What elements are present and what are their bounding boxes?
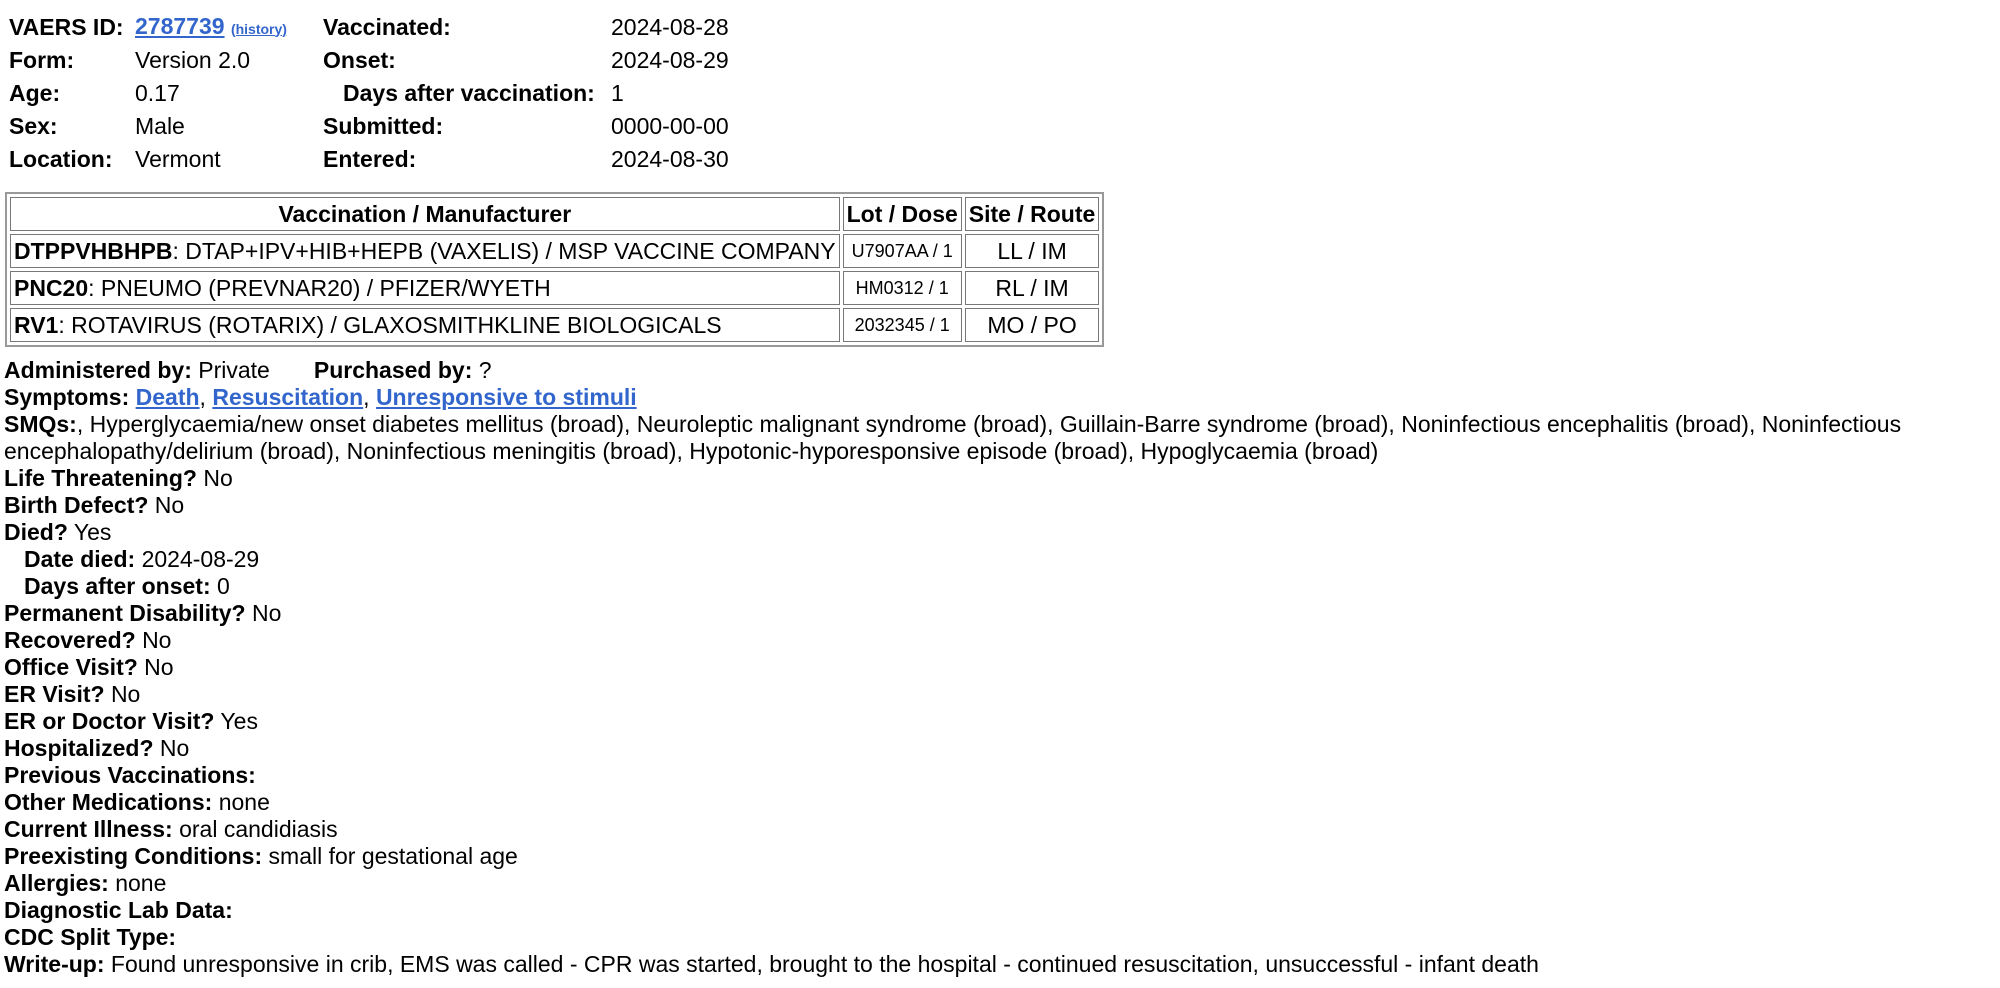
vaccinated-label: Vaccinated: <box>323 14 451 40</box>
lot-dose-cell: U7907AA / 1 <box>843 234 962 268</box>
symptom-link-resuscitation[interactable]: Resuscitation <box>212 384 364 410</box>
smqs-line <box>4 411 1994 465</box>
allergies-value: none <box>115 870 167 896</box>
lot-dose-cell: 2032345 / 1 <box>843 308 962 342</box>
er-doctor-visit-value: Yes <box>220 708 258 734</box>
died-value: Yes <box>73 519 112 545</box>
vaccine-description: : PNEUMO (PREVNAR20) / PFIZER/WYETH <box>88 274 551 301</box>
vaccine-code: RV1 <box>14 311 59 338</box>
current-illness-value: oral candidiasis <box>179 816 338 842</box>
vaers-id-link[interactable]: 2787739 <box>135 12 225 39</box>
site-route-cell: MO / PO <box>965 308 1100 342</box>
smqs-value: , Hyperglycaemia/new onset diabetes mellitus (broad), Neuroleptic malignant syndrome (broad), Guillain-Barre syndrome (broad), Noninfectious encephalitis (broad), Noninfectious encephalopathy/delirium (broad), Noninfectious meningitis (broad), Hypotonic-hyporesponsive episode (broad), Hypoglycaemia (broad) <box>4 411 1902 464</box>
date-died-line <box>4 546 1994 573</box>
age-label: Age: <box>9 80 61 106</box>
current-illness-line <box>4 816 1994 843</box>
current-illness-label: Current Illness: <box>4 816 173 842</box>
report-details <box>4 357 1994 978</box>
life-threatening-value: No <box>203 465 233 491</box>
life-threatening-label: Life Threatening? <box>4 465 197 491</box>
days-after-vaccination-label: Days after vaccination: <box>343 80 595 106</box>
office-visit-line <box>4 654 1994 681</box>
allergies-line <box>4 870 1994 897</box>
other-medications-line <box>4 789 1994 816</box>
age-value: 0.17 <box>135 80 180 106</box>
er-doctor-visit-line <box>4 708 1994 735</box>
vaccinated-value: 2024-08-28 <box>611 14 729 40</box>
symptom-link-unresponsive[interactable]: Unresponsive to stimuli <box>375 384 637 410</box>
symptom-link-death[interactable]: Death <box>135 384 200 410</box>
onset-value: 2024-08-29 <box>611 47 729 73</box>
date-died-value: 2024-08-29 <box>141 546 260 572</box>
vaccine-description: : ROTAVIRUS (ROTARIX) / GLAXOSMITHKLINE BIOLOGICALS <box>58 311 722 338</box>
allergies-label: Allergies: <box>4 870 109 896</box>
report-header <box>5 11 733 176</box>
history-link[interactable]: (history) <box>230 20 287 37</box>
purchased-value: ? <box>478 357 492 383</box>
symptoms-label: Symptoms: <box>4 384 130 410</box>
vaers-id-label: VAERS ID: <box>9 14 124 40</box>
previous-vaccinations-line <box>4 762 1994 789</box>
form-value: Version 2.0 <box>135 47 251 73</box>
administered-label: Administered by: <box>4 357 192 383</box>
hospitalized-line <box>4 735 1994 762</box>
form-label: Form: <box>9 47 75 73</box>
office-visit-label: Office Visit? <box>4 654 138 680</box>
purchased-label: Purchased by: <box>313 357 473 383</box>
entered-value: 2024-08-30 <box>611 146 729 172</box>
vaccine-description: : DTAP+IPV+HIB+HEPB (VAXELIS) / MSP VACCINE COMPANY <box>172 237 836 264</box>
table-row <box>10 234 1099 268</box>
birth-defect-value: No <box>154 492 185 518</box>
permanent-disability-line <box>4 600 1994 627</box>
birth-defect-line <box>4 492 1994 519</box>
entered-label: Entered: <box>323 146 417 172</box>
onset-label: Onset: <box>323 47 396 73</box>
submitted-label: Submitted: <box>323 113 444 139</box>
diagnostic-lab-label: Diagnostic Lab Data: <box>4 897 233 923</box>
lot-dose-cell: HM0312 / 1 <box>843 271 962 305</box>
preexisting-conditions-value: small for gestational age <box>268 843 518 869</box>
recovered-label: Recovered? <box>4 627 136 653</box>
administered-purchased-line <box>4 357 1994 384</box>
other-medications-value: none <box>218 789 270 815</box>
hospitalized-value: No <box>159 735 190 761</box>
vaccination-table <box>5 192 1104 347</box>
smqs-label: SMQs: <box>4 411 77 437</box>
table-row <box>10 271 1099 305</box>
sex-value: Male <box>135 113 185 139</box>
er-doctor-visit-label: ER or Doctor Visit? <box>4 708 215 734</box>
site-route-header: Site / Route <box>965 197 1100 231</box>
vaccine-cell <box>10 308 840 342</box>
birth-defect-label: Birth Defect? <box>4 492 149 518</box>
er-visit-label: ER Visit? <box>4 681 105 707</box>
recovered-value: No <box>142 627 172 653</box>
preexisting-conditions-line <box>4 843 1994 870</box>
er-visit-value: No <box>110 681 141 707</box>
location-label: Location: <box>9 146 113 172</box>
recovered-line <box>4 627 1994 654</box>
date-died-label: Date died: <box>24 546 136 572</box>
days-after-onset-line <box>4 573 1994 600</box>
diagnostic-lab-line <box>4 897 1994 924</box>
previous-vaccinations-label: Previous Vaccinations: <box>4 762 256 788</box>
vaccine-cell <box>10 234 840 268</box>
administered-value: Private <box>198 357 270 383</box>
office-visit-value: No <box>144 654 174 680</box>
days-after-onset-value: 0 <box>217 573 230 599</box>
preexisting-conditions-label: Preexisting Conditions: <box>4 843 263 869</box>
died-label: Died? <box>4 519 68 545</box>
sex-label: Sex: <box>9 113 58 139</box>
writeup-line <box>4 951 1994 978</box>
permanent-disability-label: Permanent Disability? <box>4 600 246 626</box>
days-after-onset-label: Days after onset: <box>24 573 211 599</box>
died-line <box>4 519 1994 546</box>
submitted-value: 0000-00-00 <box>611 113 729 139</box>
cdc-split-type-label: CDC Split Type: <box>4 924 177 950</box>
permanent-disability-value: No <box>251 600 282 626</box>
writeup-value: Found unresponsive in crib, EMS was called - CPR was started, brought to the hospital - continued resuscitation, unsuccessful - infant death <box>110 951 1539 977</box>
cdc-split-type-line <box>4 924 1994 951</box>
days-after-vaccination-value: 1 <box>611 80 624 106</box>
writeup-label: Write-up: <box>4 951 105 977</box>
hospitalized-label: Hospitalized? <box>4 735 154 761</box>
site-route-cell: LL / IM <box>965 234 1100 268</box>
table-row <box>10 308 1099 342</box>
vaccination-manufacturer-header: Vaccination / Manufacturer <box>10 197 840 231</box>
vaccine-code: DTPPVHBHPB <box>14 237 173 264</box>
life-threatening-line <box>4 465 1994 492</box>
symptoms-line: Symptoms: Death, Resuscitation, Unresponsive to stimuli <box>4 384 637 410</box>
lot-dose-header: Lot / Dose <box>843 197 962 231</box>
vaccine-code: PNC20 <box>14 274 89 301</box>
er-visit-line <box>4 681 1994 708</box>
location-value: Vermont <box>135 146 221 172</box>
vaccine-cell <box>10 271 840 305</box>
other-medications-label: Other Medications: <box>4 789 213 815</box>
site-route-cell: RL / IM <box>965 271 1100 305</box>
